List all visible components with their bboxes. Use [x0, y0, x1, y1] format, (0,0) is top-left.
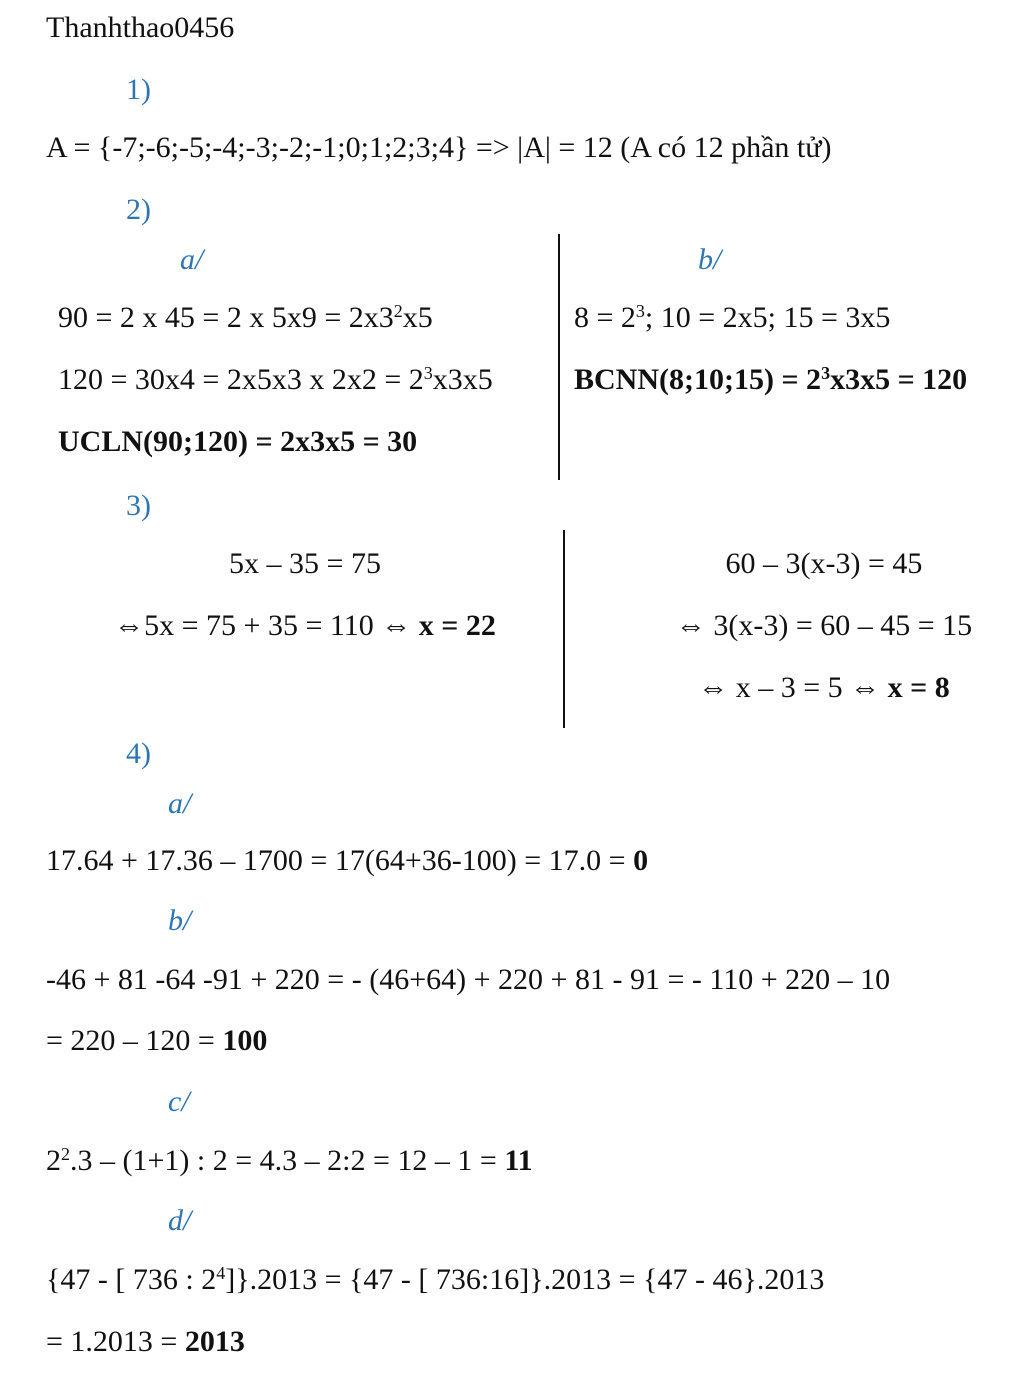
question-4b-label: b/	[168, 904, 192, 937]
question-4d-label: d/	[168, 1204, 192, 1237]
question-3-right-line-2: ⇔ 3(x-3) = 60 – 45 = 15	[675, 609, 973, 642]
question-2a-line-2: 120 = 30x4 = 2x5x3 x $2x2 = 2^3x3x5$	[58, 363, 493, 396]
question-4-number: 4)	[126, 737, 151, 770]
question-4c-line: $2^2.3 - (1+1)$ : 2 = 4.3 – 2:2 = 12 – 1 = 11	[46, 1144, 533, 1177]
question-4a-label: a/	[168, 787, 192, 820]
question-3-right-line-1: 60 – 3(x-3) = 45	[725, 547, 923, 580]
column-divider-3	[563, 530, 565, 728]
question-4a-line: 17.64 + 17.36 – 1700 = 17(64+36-100) = 17.0 = 0	[46, 844, 649, 877]
question-2b-label: b/	[698, 243, 722, 276]
question-1-number: 1)	[126, 73, 151, 106]
question-2b-line-1: $8 = 2^3$; 10 = 2x5; 15 = 3x5	[574, 301, 891, 334]
author-name: Thanhthao0456	[46, 11, 235, 44]
question-4c-label: c/	[168, 1085, 190, 1118]
question-4b-line-1: -46 + 81 -64 -91 + 220 = - (46+64) + 220 + 81 - 91 = - 110 + 220 – 10	[46, 963, 891, 996]
question-3-left-line-1: 5x – 35 = 75	[229, 547, 381, 580]
question-2a-line-1: 90 = 2 x 45 = 2 x $5x9 = 2x3^2x5$	[58, 301, 433, 334]
question-2a-result: UCLN(90;120) = 2x3x5 = 30	[58, 425, 418, 458]
question-3-number: 3)	[126, 489, 151, 522]
question-4d-line-1: {47 - [ 736 : $2^4]\}.2013 = \{47$ - [ 736:16]}.2013 = {47 - 46}.2013	[46, 1263, 825, 1296]
question-4b-line-2: = 220 – 120 = 100	[46, 1024, 268, 1057]
question-3-left-line-2: ⇔5x = 75 + 35 = 110 ⇔ x = 22	[114, 609, 496, 642]
question-2b-result: BCNN(8;10;15) = $2^3x3x5 = 120$	[574, 363, 968, 396]
question-4d-line-2: = 1.2013 = 2013	[46, 1325, 245, 1358]
question-2a-label: a/	[180, 243, 204, 276]
question-1-answer: A = {-7;-6;-5;-4;-3;-2;-1;0;1;2;3;4} => |A| = 12 (A có 12 phần tử)	[46, 131, 832, 164]
question-3-right-line-3: ⇔ x – 3 = 5 ⇔ x = 8	[698, 671, 950, 704]
question-2-number: 2)	[126, 193, 151, 226]
column-divider-2	[558, 234, 560, 480]
